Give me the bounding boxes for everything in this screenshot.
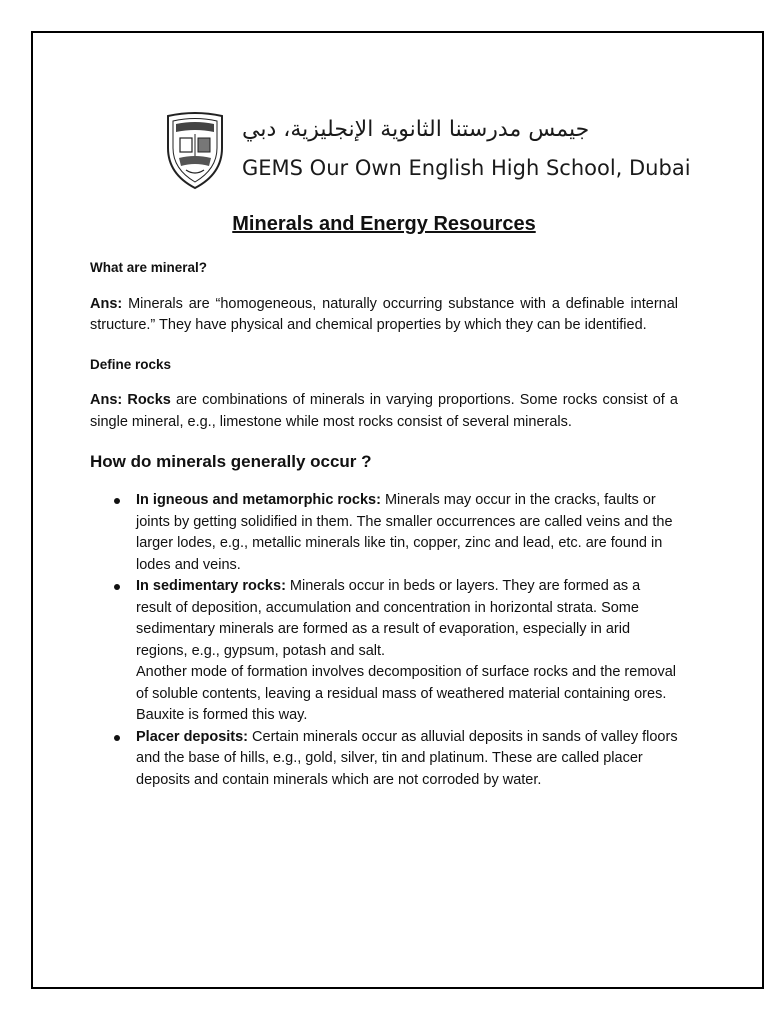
list-item: [136, 490, 678, 576]
bullet-icon: [114, 735, 120, 741]
bullet-label: In sedimentary rocks:: [136, 578, 286, 594]
bullet-text: Certain minerals occur as alluvial deposits in sands of valley floors and the base of hills, e.g., gold, silver, tin and platinum. These are called placer deposits and contain minerals which are not corroded by water.: [136, 728, 678, 788]
school-crest-icon: [162, 110, 228, 190]
bullet-icon: [114, 584, 120, 590]
answer-label: Ans:: [90, 295, 123, 312]
question-2: Define rocks: [90, 356, 172, 372]
bullet-text: Minerals may occur in the cracks, faults or joints by getting solidified in them. The smaller occurrences are called veins and the larger lodes, e.g., metallic minerals like tin, copper, zinc and lead, etc. are found in lodes and veins.: [136, 492, 673, 573]
bullet-icon: [114, 498, 120, 504]
answer-text: Minerals are “homogeneous, naturally occurring substance with a definable internal structure.” They have physical and chemical properties by which they can be identified.: [90, 295, 678, 333]
list-item: [136, 727, 678, 792]
answer-1: [90, 294, 678, 337]
section-heading: How do minerals generally occur ?: [90, 452, 372, 471]
bullet-label: Placer deposits:: [136, 728, 249, 745]
bullet-text: Minerals occur in beds or layers. They are formed as a result of deposition, accumulation and concentration in horizontal strata. Some sedimentary minerals are formed as a result of evaporation, especially in arid regions, e.g., gypsum, potash and salt.: [136, 578, 641, 659]
school-name-arabic: جيمس مدرستنا الثانوية الإنجليزية، دبي: [242, 117, 590, 142]
school-header: [162, 110, 691, 190]
answer-label: Ans: Rocks: [90, 392, 171, 408]
answer-text: are combinations of minerals in varying proportions. Some rocks consist of a single mineral, e.g., limestone while most rocks consist of several minerals.: [90, 392, 678, 430]
page-title: Minerals and Energy Resources: [232, 213, 536, 235]
question-1: What are mineral?: [90, 260, 208, 275]
answer-2: [90, 390, 678, 433]
bullet-list: [90, 490, 678, 791]
list-item: [136, 576, 678, 727]
document-body: [90, 257, 678, 791]
school-name-english: GEMS Our Own English High School, Dubai: [242, 156, 691, 180]
bullet-extra-text: Another mode of formation involves decomposition of surface rocks and the removal of soluble contents, leaving a residual mass of weathered material containing ores. Bauxite is formed this way.: [136, 664, 676, 723]
bullet-label: In igneous and metamorphic rocks:: [136, 492, 381, 508]
